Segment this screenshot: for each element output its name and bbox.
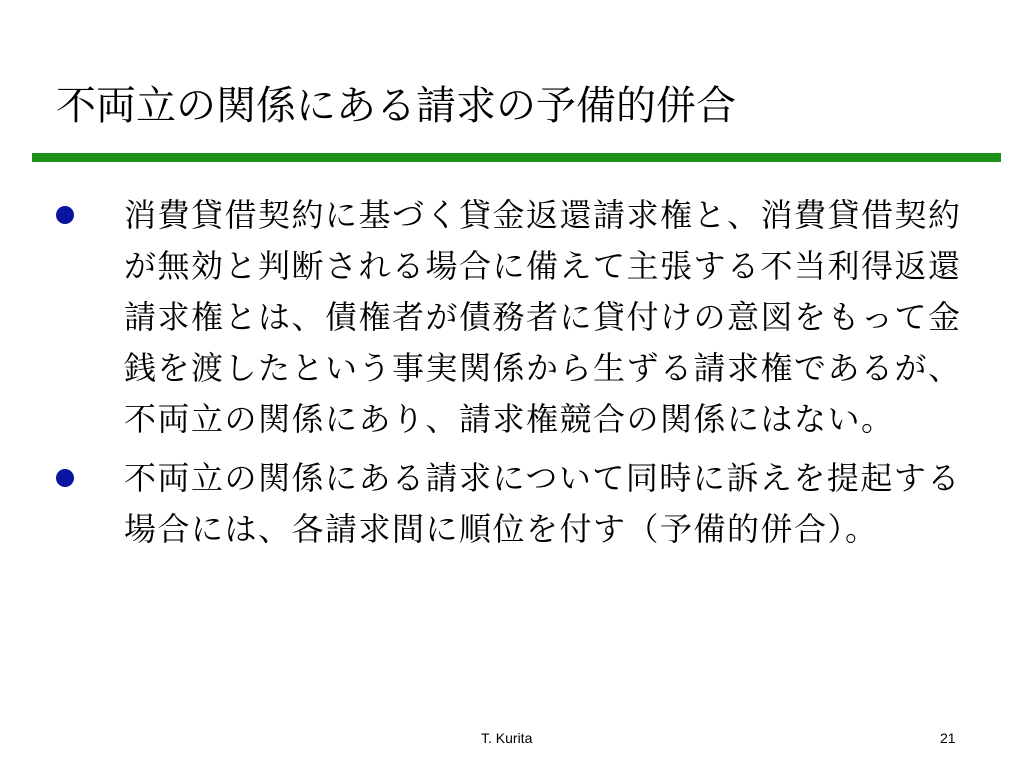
page-number: 21 [940,730,956,746]
slide-title: 不両立の関係にある請求の予備的併合 [56,83,736,129]
bullet-text: 消費貸借契約に基づく貸金返還請求権と、消費貸借契約が無効と判断される場合に備えて主張する不当利得返還請求権とは、債権者が債務者に貸付けの意図をもって金銭を渡したという事実関係から生ずる請求権であるが、不両立の関係にあり、請求権競合の関係にはない。 [124,196,962,438]
bullet-dot-icon [56,469,74,487]
bullet-list [56,190,966,555]
bullet-item [56,453,966,555]
title-divider [32,153,1001,162]
bullet-text: 不両立の関係にある請求について同時に訴えを提起する場合には、各請求間に順位を付す（予備的併合）。 [124,459,961,548]
footer-author: T. Kurita [481,730,533,746]
bullet-dot-icon [56,206,74,224]
bullet-item [56,190,966,445]
